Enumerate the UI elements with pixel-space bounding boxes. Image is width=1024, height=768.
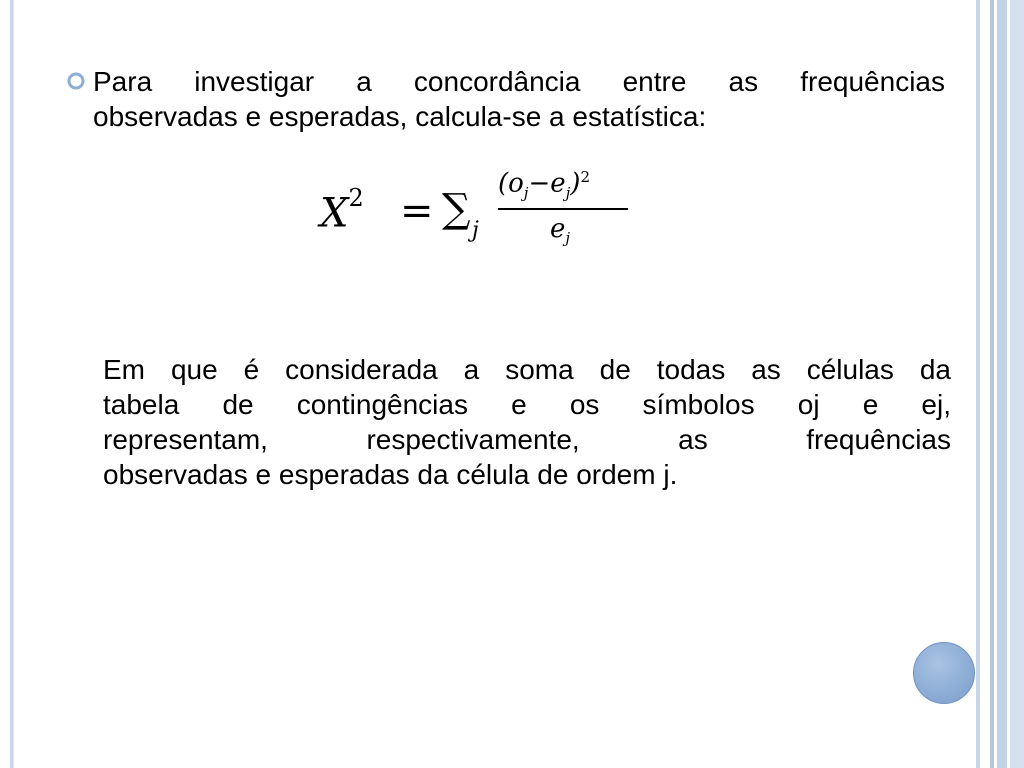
left-border-line bbox=[10, 0, 14, 768]
paragraph-line-3: representam, respectivamente, as frequências bbox=[103, 424, 951, 455]
num-sub-2: j bbox=[565, 183, 571, 202]
num-sub-1: j bbox=[523, 183, 529, 202]
num-open: (o bbox=[498, 168, 524, 199]
paragraph-line-4: observadas e esperadas da célula de ordem j. bbox=[103, 459, 678, 490]
hollow-circle-bullet-icon bbox=[65, 70, 87, 92]
num-exponent: 2 bbox=[580, 168, 590, 186]
formula-lhs-exponent: 2 bbox=[348, 184, 364, 212]
formula-x: X bbox=[320, 190, 349, 237]
explanation-paragraph bbox=[103, 352, 951, 492]
bullet-line-1: Para investigar a concordância entre as frequências bbox=[93, 66, 945, 97]
bullet-line-2: observadas e esperadas, calcula-se a estatística: bbox=[93, 101, 707, 132]
paragraph-line-1: Em que é considerada a soma de todas as células da bbox=[103, 354, 951, 385]
formula-sum-index: j bbox=[472, 218, 479, 243]
stripe bbox=[980, 0, 990, 768]
stripe bbox=[997, 0, 1007, 768]
formula-denominator bbox=[550, 214, 570, 247]
right-decorative-stripes bbox=[976, 0, 1024, 768]
num-minus-e: −e bbox=[528, 168, 566, 199]
chi-square-formula bbox=[320, 168, 640, 268]
formula-sum-symbol: ∑ bbox=[442, 186, 471, 232]
num-close: ) bbox=[570, 168, 581, 199]
formula-lhs bbox=[320, 184, 364, 237]
bullet-text bbox=[93, 64, 945, 134]
stripe bbox=[1010, 0, 1024, 768]
formula-numerator bbox=[498, 168, 590, 202]
den-e: e bbox=[550, 214, 566, 244]
den-sub: j bbox=[565, 229, 571, 248]
fraction-bar bbox=[498, 208, 628, 210]
decorative-circle bbox=[913, 642, 975, 704]
paragraph-line-2: tabela de contingências e os símbolos oj e ej, bbox=[103, 389, 951, 420]
bullet-item bbox=[65, 64, 945, 134]
formula-equals: = bbox=[400, 188, 434, 234]
